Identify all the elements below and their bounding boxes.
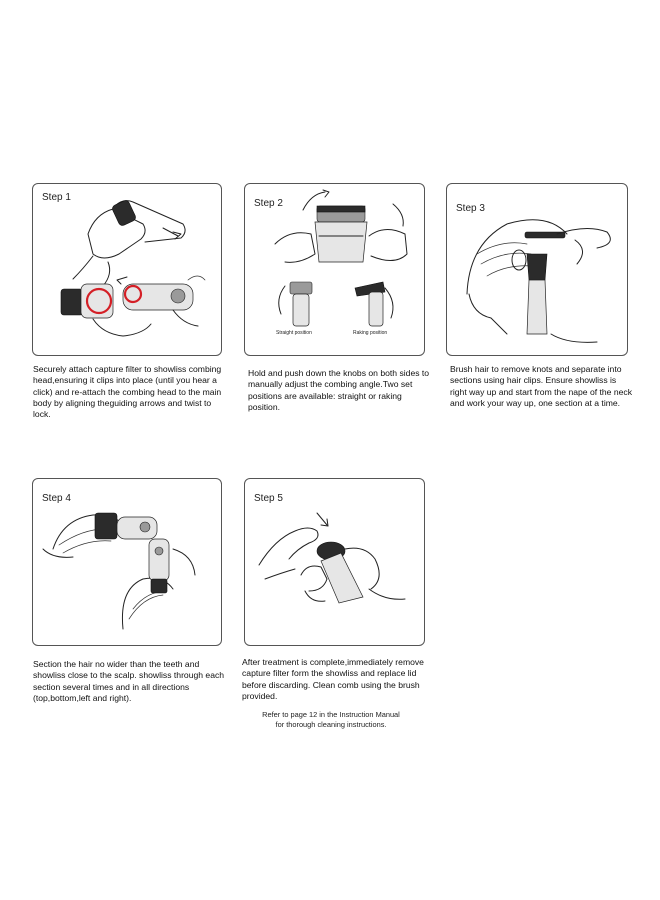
step-5-panel bbox=[244, 478, 425, 646]
step-2-label: Step 2 bbox=[254, 198, 283, 209]
device-attach-illustration bbox=[33, 184, 222, 356]
remove-filter-illustration bbox=[245, 479, 425, 646]
step-1-description: Securely attach capture filter to showliss combing head,ensuring it clips into place (until you hear a click) and re-attach the combing head to the main body by aligning theguiding arrows and twist to lock. bbox=[33, 364, 222, 420]
step-3-description: Brush hair to remove knots and separate into sections using hair clips. Ensure showliss is right way up and start from the nape of the neck and work your way up, one section at a time. bbox=[450, 364, 633, 408]
cleaning-footnote bbox=[246, 710, 416, 729]
step-1-label: Step 1 bbox=[42, 192, 71, 203]
step-2-description: Hold and push down the knobs on both sides to manually adjust the combing angle.Two set positions are available: straight or raking position. bbox=[248, 368, 430, 412]
step-1-panel bbox=[32, 183, 222, 356]
raking-position-caption: Raking position bbox=[353, 330, 388, 336]
combing-hair-illustration bbox=[33, 479, 222, 646]
step-3-label: Step 3 bbox=[456, 203, 485, 214]
sectioning-hair-illustration bbox=[447, 184, 628, 356]
straight-position-caption: Straight position bbox=[276, 330, 312, 336]
step-2-panel bbox=[244, 183, 425, 356]
step-5-label: Step 5 bbox=[254, 493, 283, 504]
step-5-description: After treatment is complete,immediately remove capture filter form the showliss and replace lid before discarding. Clean comb using the brush provided. bbox=[242, 657, 424, 701]
step-4-panel bbox=[32, 478, 222, 646]
comb-angle-illustration bbox=[245, 184, 425, 356]
step-4-label: Step 4 bbox=[42, 493, 71, 504]
step-4-description: Section the hair no wider than the teeth and showliss close to the scalp. showliss through each section several times and in all directions (top,bottom,left and right). bbox=[33, 659, 225, 703]
step-3-panel bbox=[446, 183, 628, 356]
footnote-line-2: for thorough cleaning instructions. bbox=[275, 719, 387, 729]
footnote-line-1: Refer to page 12 in the Instruction Manual bbox=[262, 710, 400, 719]
